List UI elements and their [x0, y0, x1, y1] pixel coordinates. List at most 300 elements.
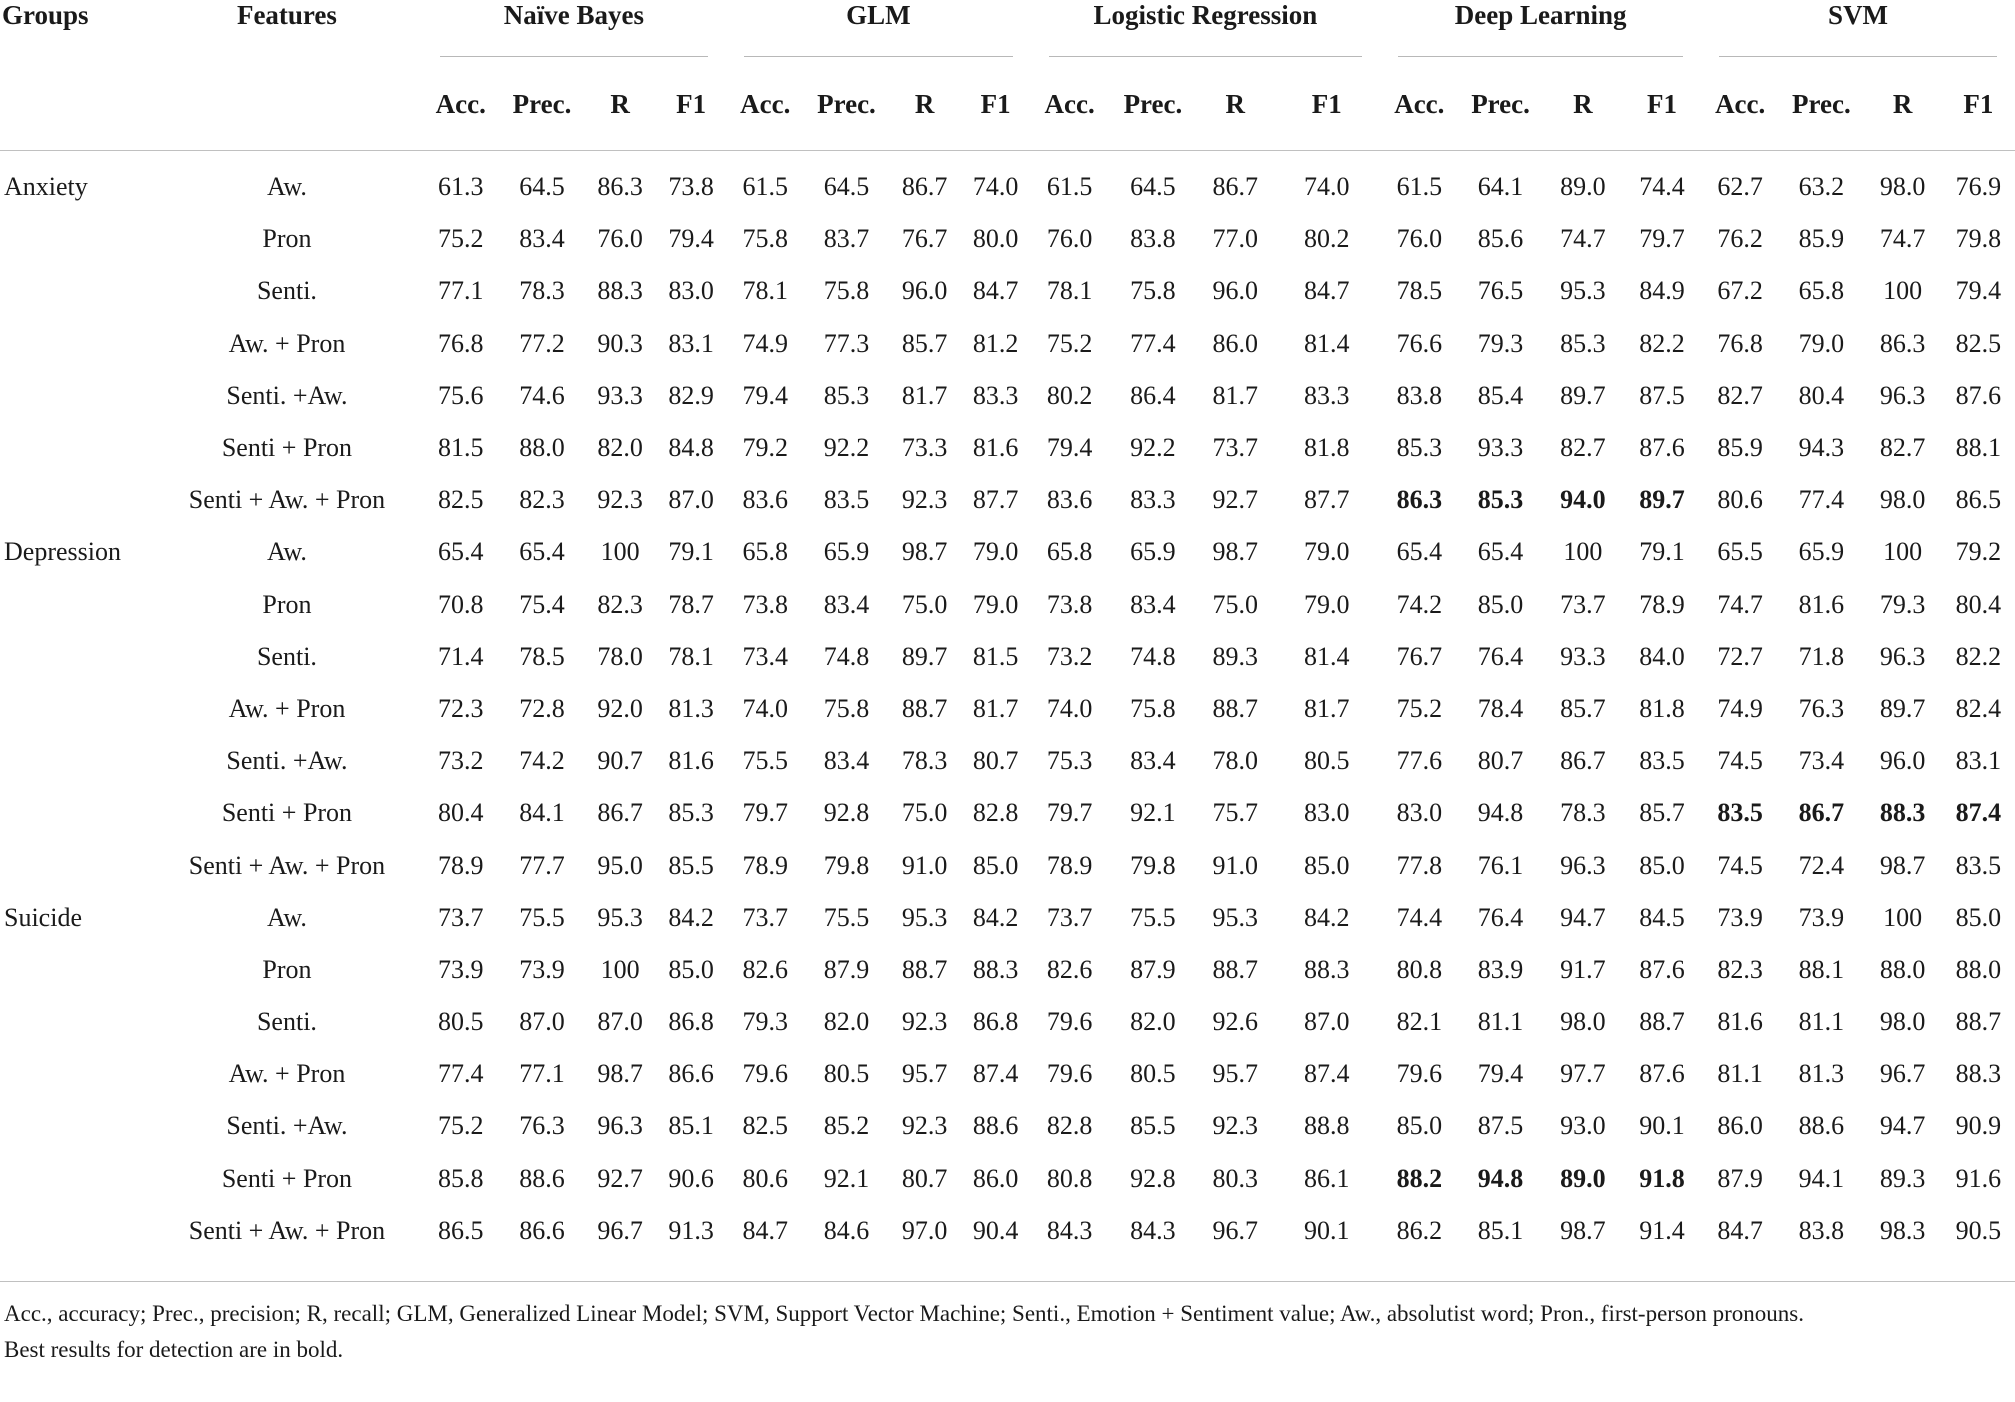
value-cell: 81.7: [972, 693, 1019, 723]
value-cell: 76.8: [1717, 328, 1763, 358]
feature-cell: Aw. + Pron: [228, 328, 346, 358]
value-cell: 75.5: [823, 902, 870, 932]
value-cell: 84.3: [1130, 1215, 1176, 1245]
value-cell: 82.5: [438, 485, 484, 515]
value-cell: 96.0: [901, 276, 948, 306]
value-cell: 73.7: [438, 902, 484, 932]
value-cell: 82.9: [668, 380, 714, 410]
value-cell: 78.9: [1639, 589, 1685, 619]
value-cell: 85.3: [1477, 485, 1524, 515]
value-cell: 82.5: [1955, 328, 2002, 358]
group-cell: [0, 213, 152, 265]
metric-header-cell: Prec.: [1779, 58, 1863, 151]
value-cell: 89.3: [1879, 1163, 1926, 1193]
value-cell: 82.0: [597, 433, 643, 463]
value-cell: 81.2: [972, 328, 1019, 358]
value-cell: 85.4: [1477, 380, 1524, 410]
value-cell: 84.2: [668, 902, 714, 932]
value-cell: 79.1: [668, 537, 714, 567]
value-cell: 79.0: [1304, 537, 1350, 567]
value-cell: 87.0: [1304, 1007, 1350, 1037]
group-cell: [0, 1100, 152, 1152]
value-cell: 87.4: [1955, 798, 2002, 828]
table-row: [0, 422, 2015, 474]
value-cell: 74.4: [1639, 172, 1685, 202]
value-cell: 98.0: [1879, 172, 1926, 202]
value-cell: 96.7: [1879, 1059, 1926, 1089]
value-cell: 81.6: [1798, 589, 1845, 619]
value-cell: 80.5: [1130, 1059, 1176, 1089]
value-cell: 82.7: [1560, 433, 1606, 463]
value-cell: 84.7: [742, 1215, 788, 1245]
value-cell: 83.8: [1798, 1215, 1845, 1245]
value-cell: 73.4: [1798, 746, 1845, 776]
value-cell: 81.5: [438, 433, 484, 463]
value-cell: 77.3: [823, 328, 870, 358]
value-cell: 96.7: [1212, 1215, 1258, 1245]
value-cell: 65.4: [519, 537, 565, 567]
value-cell: 85.0: [1477, 589, 1524, 619]
value-cell: 79.1: [1639, 537, 1685, 567]
value-cell: 94.8: [1477, 1163, 1524, 1193]
value-cell: 80.5: [1304, 746, 1350, 776]
value-cell: 82.3: [519, 485, 565, 515]
value-cell: 79.6: [742, 1059, 788, 1089]
value-cell: 87.0: [668, 485, 714, 515]
feature-cell: Senti.: [256, 276, 317, 306]
table-body: [0, 151, 2015, 1257]
value-cell: 87.5: [1639, 380, 1685, 410]
value-cell: 82.7: [1717, 380, 1763, 410]
value-cell: 79.6: [1396, 1059, 1443, 1089]
value-cell: 87.0: [597, 1007, 643, 1037]
metric-header-spacer: [152, 58, 421, 151]
value-cell: 64.1: [1477, 172, 1524, 202]
value-cell: 94.1: [1798, 1163, 1845, 1193]
value-cell: 83.5: [1639, 746, 1685, 776]
value-cell: 78.1: [1046, 276, 1093, 306]
value-cell: 88.8: [1304, 1111, 1350, 1141]
table-row: [0, 213, 2015, 265]
value-cell: 83.5: [1717, 798, 1763, 828]
value-cell: 74.4: [1396, 902, 1443, 932]
value-cell: 76.2: [1717, 224, 1763, 254]
value-cell: 82.1: [1396, 1007, 1443, 1037]
group-cell: [0, 631, 152, 683]
value-cell: 75.0: [1212, 589, 1258, 619]
footnote-abbreviations: Acc., accuracy; Prec., precision; R, recall; GLM, Generalized Linear Model; SVM, Support Vector Machine; Senti., Emotion + Sentiment value; Aw., absolutist word; Pron., first-person pronouns.: [4, 1301, 1804, 1326]
value-cell: 88.6: [519, 1163, 565, 1193]
value-cell: 79.8: [1130, 850, 1176, 880]
value-cell: 80.8: [1046, 1163, 1093, 1193]
value-cell: 65.8: [1798, 276, 1845, 306]
value-cell: 73.9: [1717, 902, 1763, 932]
value-cell: 88.6: [1798, 1111, 1845, 1141]
value-cell: 83.4: [519, 224, 565, 254]
value-cell: 96.0: [1212, 276, 1258, 306]
table-row: [0, 1048, 2015, 1100]
group-cell: [0, 735, 152, 787]
value-cell: 76.6: [1396, 328, 1443, 358]
value-cell: 62.7: [1717, 172, 1763, 202]
metric-header-cell: R: [1543, 58, 1623, 151]
value-cell: 92.8: [1130, 1163, 1176, 1193]
value-cell: 88.7: [1639, 1007, 1685, 1037]
value-cell: 86.6: [519, 1215, 565, 1245]
value-cell: 86.0: [972, 1163, 1019, 1193]
value-cell: 65.8: [742, 537, 788, 567]
value-cell: 78.9: [1046, 850, 1093, 880]
value-cell: 81.6: [668, 746, 714, 776]
value-cell: 87.0: [519, 1007, 565, 1037]
group-cell: [0, 944, 152, 996]
value-cell: 71.4: [438, 641, 484, 671]
value-cell: 91.3: [668, 1215, 714, 1245]
value-cell: 86.5: [1955, 485, 2002, 515]
value-cell: 73.7: [1212, 433, 1258, 463]
value-cell: 97.7: [1560, 1059, 1606, 1089]
value-cell: 85.7: [1560, 693, 1606, 723]
value-cell: 73.2: [1046, 641, 1093, 671]
value-cell: 79.4: [1477, 1059, 1524, 1089]
value-cell: 81.8: [1304, 433, 1350, 463]
value-cell: 80.5: [438, 1007, 484, 1037]
value-cell: 96.3: [1560, 850, 1606, 880]
value-cell: 74.9: [742, 328, 788, 358]
value-cell: 75.5: [519, 902, 565, 932]
value-cell: 65.4: [438, 537, 484, 567]
value-cell: 75.3: [1046, 746, 1093, 776]
value-cell: 76.3: [519, 1111, 565, 1141]
feature-cell: Aw.: [266, 172, 307, 202]
value-cell: 86.6: [668, 1059, 714, 1089]
group-cell: [0, 996, 152, 1048]
features-header: Features: [236, 0, 337, 30]
metric-header-cell: F1: [1273, 58, 1380, 151]
group-cell: [0, 683, 152, 735]
value-cell: 75.4: [519, 589, 565, 619]
value-cell: 93.3: [1560, 641, 1606, 671]
value-cell: 79.8: [823, 850, 870, 880]
value-cell: 82.0: [1130, 1007, 1176, 1037]
model-header-deep-learning: Deep Learning: [1380, 0, 1701, 58]
footnote-bold-note: Best results for detection are in bold.: [4, 1337, 344, 1362]
value-cell: 83.3: [1304, 380, 1350, 410]
value-cell: 85.3: [823, 380, 870, 410]
value-cell: 84.8: [668, 433, 714, 463]
metric-header-cell: Prec.: [1109, 58, 1197, 151]
value-cell: 79.3: [1879, 589, 1926, 619]
value-cell: 86.3: [1879, 328, 1926, 358]
value-cell: 80.8: [1396, 954, 1443, 984]
value-cell: 77.4: [438, 1059, 484, 1089]
table-row: [0, 151, 2015, 214]
feature-cell: Aw. + Pron: [228, 693, 346, 723]
value-cell: 92.3: [901, 485, 948, 515]
value-cell: 79.7: [1046, 798, 1093, 828]
group-cell: [0, 370, 152, 422]
value-cell: 89.7: [1560, 380, 1606, 410]
value-cell: 80.4: [438, 798, 484, 828]
value-cell: 80.0: [972, 224, 1019, 254]
value-cell: 86.7: [901, 172, 948, 202]
value-cell: 100: [600, 537, 640, 567]
value-cell: 80.7: [901, 1163, 948, 1193]
value-cell: 80.6: [742, 1163, 788, 1193]
value-cell: 88.7: [1212, 693, 1258, 723]
value-cell: 78.7: [668, 589, 714, 619]
model-header-logistic-regression: Logistic Regression: [1031, 0, 1381, 58]
value-cell: 75.8: [823, 276, 870, 306]
value-cell: 84.7: [1717, 1215, 1763, 1245]
value-cell: 85.1: [1477, 1215, 1524, 1245]
value-cell: 84.7: [972, 276, 1019, 306]
metric-header-cell: R: [1197, 58, 1273, 151]
value-cell: 86.1: [1304, 1163, 1350, 1193]
value-cell: 92.0: [597, 693, 643, 723]
table-row: [0, 944, 2015, 996]
value-cell: 81.7: [901, 380, 948, 410]
value-cell: 88.7: [1955, 1007, 2002, 1037]
value-cell: 74.2: [519, 746, 565, 776]
value-cell: 94.0: [1560, 485, 1606, 515]
value-cell: 65.9: [1130, 537, 1176, 567]
table-row: [0, 1153, 2015, 1205]
value-cell: 82.5: [742, 1111, 788, 1141]
value-cell: 90.1: [1639, 1111, 1685, 1141]
value-cell: 85.3: [1396, 433, 1443, 463]
value-cell: 73.9: [519, 954, 565, 984]
value-cell: 74.6: [519, 380, 565, 410]
feature-cell: Aw.: [266, 537, 307, 567]
value-cell: 70.8: [438, 589, 484, 619]
value-cell: 79.7: [742, 798, 788, 828]
value-cell: 82.3: [597, 589, 643, 619]
value-cell: 75.8: [1130, 276, 1176, 306]
value-cell: 74.0: [972, 172, 1019, 202]
value-cell: 88.7: [1212, 954, 1258, 984]
value-cell: 75.5: [742, 746, 788, 776]
value-cell: 85.0: [1639, 850, 1685, 880]
value-cell: 73.7: [1560, 589, 1606, 619]
value-cell: 83.5: [1955, 850, 2002, 880]
value-cell: 92.2: [823, 433, 870, 463]
value-cell: 80.4: [1798, 380, 1845, 410]
value-cell: 96.0: [1879, 746, 1926, 776]
value-cell: 83.3: [1130, 485, 1176, 515]
value-cell: 88.1: [1955, 433, 2002, 463]
value-cell: 76.1: [1477, 850, 1524, 880]
value-cell: 82.2: [1639, 328, 1685, 358]
model-header-naive-bayes: Naïve Bayes: [422, 0, 726, 58]
value-cell: 79.3: [742, 1007, 788, 1037]
value-cell: 98.7: [1212, 537, 1258, 567]
value-cell: 73.8: [742, 589, 788, 619]
value-cell: 85.3: [668, 798, 714, 828]
value-cell: 83.6: [742, 485, 788, 515]
value-cell: 72.8: [519, 693, 565, 723]
group-cell: [0, 579, 152, 631]
value-cell: 86.7: [1560, 746, 1606, 776]
value-cell: 83.1: [668, 328, 714, 358]
value-cell: 95.3: [1560, 276, 1606, 306]
value-cell: 81.4: [1304, 641, 1350, 671]
group-cell: Suicide: [4, 902, 82, 932]
feature-cell: Senti. +Aw.: [226, 1111, 348, 1141]
value-cell: 82.6: [1046, 954, 1093, 984]
value-cell: 83.3: [972, 380, 1019, 410]
value-cell: 76.7: [1396, 641, 1443, 671]
value-cell: 78.5: [1396, 276, 1443, 306]
value-cell: 74.8: [1130, 641, 1176, 671]
value-cell: 77.2: [519, 328, 565, 358]
value-cell: 83.6: [1046, 485, 1093, 515]
value-cell: 75.8: [1130, 693, 1176, 723]
value-cell: 76.7: [901, 224, 948, 254]
value-cell: 65.9: [823, 537, 870, 567]
value-cell: 64.5: [519, 172, 565, 202]
value-cell: 92.7: [597, 1163, 643, 1193]
value-cell: 82.7: [1879, 433, 1926, 463]
table-row: [0, 474, 2015, 526]
value-cell: 83.4: [1130, 589, 1176, 619]
value-cell: 88.1: [1798, 954, 1845, 984]
value-cell: 90.6: [668, 1163, 714, 1193]
value-cell: 84.2: [972, 902, 1019, 932]
model-header-row: [0, 0, 2015, 58]
value-cell: 80.7: [1477, 746, 1524, 776]
value-cell: 85.2: [823, 1111, 870, 1141]
value-cell: 65.8: [1046, 537, 1093, 567]
value-cell: 81.5: [972, 641, 1019, 671]
group-cell: [0, 787, 152, 839]
value-cell: 76.0: [1046, 224, 1093, 254]
value-cell: 85.0: [1396, 1111, 1443, 1141]
value-cell: 98.7: [1560, 1215, 1606, 1245]
table-row: [0, 996, 2015, 1048]
value-cell: 93.3: [597, 380, 643, 410]
value-cell: 61.5: [742, 172, 788, 202]
value-cell: 100: [1883, 537, 1923, 567]
value-cell: 84.6: [823, 1215, 870, 1245]
group-cell: [0, 474, 152, 526]
value-cell: 87.6: [1955, 380, 2002, 410]
value-cell: 74.7: [1879, 224, 1926, 254]
value-cell: 65.4: [1477, 537, 1524, 567]
value-cell: 83.0: [1304, 798, 1350, 828]
value-cell: 83.4: [1130, 746, 1176, 776]
value-cell: 87.6: [1639, 433, 1685, 463]
value-cell: 83.4: [823, 589, 870, 619]
value-cell: 96.7: [597, 1215, 643, 1245]
feature-cell: Senti + Pron: [221, 433, 353, 463]
value-cell: 90.5: [1955, 1215, 2002, 1245]
value-cell: 83.9: [1477, 954, 1524, 984]
value-cell: 85.8: [438, 1163, 484, 1193]
value-cell: 78.0: [1212, 746, 1258, 776]
value-cell: 73.8: [1046, 589, 1093, 619]
value-cell: 76.0: [597, 224, 643, 254]
value-cell: 78.4: [1477, 693, 1524, 723]
value-cell: 86.3: [1396, 485, 1443, 515]
value-cell: 88.0: [1879, 954, 1926, 984]
value-cell: 81.1: [1477, 1007, 1524, 1037]
metric-header-cell: Acc.: [422, 58, 500, 151]
group-cell: Depression: [4, 537, 121, 567]
value-cell: 82.0: [823, 1007, 870, 1037]
value-cell: 81.4: [1304, 328, 1350, 358]
metric-header-cell: F1: [1942, 58, 2015, 151]
value-cell: 74.0: [1046, 693, 1093, 723]
value-cell: 75.0: [901, 589, 948, 619]
value-cell: 86.3: [597, 172, 643, 202]
value-cell: 92.3: [901, 1111, 948, 1141]
value-cell: 88.7: [901, 693, 948, 723]
value-cell: 98.7: [597, 1059, 643, 1089]
value-cell: 80.4: [1955, 589, 2002, 619]
value-cell: 73.7: [742, 902, 788, 932]
value-cell: 98.0: [1879, 485, 1926, 515]
value-cell: 85.0: [1304, 850, 1350, 880]
table-row: [0, 1100, 2015, 1152]
feature-cell: Senti + Aw. + Pron: [188, 485, 386, 515]
value-cell: 74.5: [1717, 850, 1763, 880]
value-cell: 78.3: [519, 276, 565, 306]
value-cell: 78.3: [901, 746, 948, 776]
metric-header-cell: F1: [961, 58, 1031, 151]
value-cell: 79.0: [972, 589, 1019, 619]
value-cell: 78.0: [597, 641, 643, 671]
value-cell: 74.7: [1560, 224, 1606, 254]
value-cell: 98.0: [1560, 1007, 1606, 1037]
value-cell: 74.5: [1717, 746, 1763, 776]
feature-cell: Senti + Aw. + Pron: [188, 850, 386, 880]
value-cell: 73.3: [901, 433, 948, 463]
table-row: [0, 579, 2015, 631]
value-cell: 86.0: [1212, 328, 1258, 358]
value-cell: 95.0: [597, 850, 643, 880]
value-cell: 76.4: [1477, 641, 1524, 671]
value-cell: 80.7: [972, 746, 1019, 776]
value-cell: 95.3: [597, 902, 643, 932]
value-cell: 96.3: [1879, 380, 1926, 410]
value-cell: 81.1: [1798, 1007, 1845, 1037]
value-cell: 76.4: [1477, 902, 1524, 932]
value-cell: 79.2: [742, 433, 788, 463]
value-cell: 77.1: [438, 276, 484, 306]
value-cell: 74.0: [742, 693, 788, 723]
metric-header-cell: Acc.: [1380, 58, 1458, 151]
value-cell: 80.2: [1304, 224, 1350, 254]
metric-header-spacer: [0, 58, 152, 151]
value-cell: 79.0: [1798, 328, 1845, 358]
value-cell: 81.3: [668, 693, 714, 723]
group-cell: [0, 1205, 152, 1257]
value-cell: 72.3: [438, 693, 484, 723]
metric-header-cell: R: [584, 58, 656, 151]
value-cell: 88.6: [972, 1111, 1019, 1141]
value-cell: 77.0: [1212, 224, 1258, 254]
value-cell: 83.5: [823, 485, 870, 515]
value-cell: 87.5: [1477, 1111, 1524, 1141]
groups-header: Groups: [2, 0, 89, 30]
value-cell: 80.3: [1212, 1163, 1258, 1193]
value-cell: 83.0: [668, 276, 714, 306]
table-row: [0, 683, 2015, 735]
value-cell: 87.6: [1639, 954, 1685, 984]
value-cell: 85.0: [1955, 902, 2002, 932]
value-cell: 65.9: [1798, 537, 1845, 567]
